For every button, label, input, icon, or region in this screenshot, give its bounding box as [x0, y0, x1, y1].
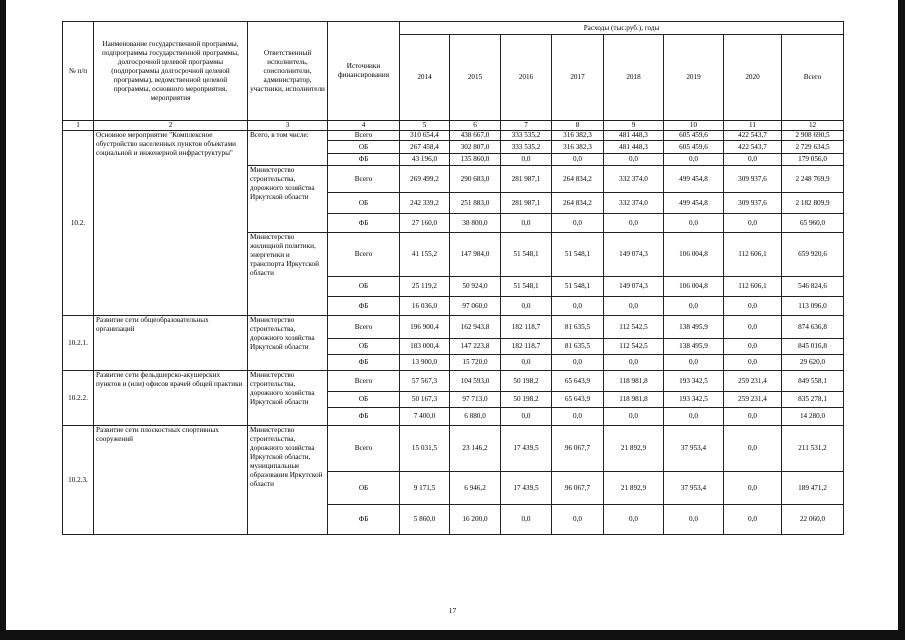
budget-table-body — [63, 22, 844, 535]
year-value: 38 800,0 — [450, 214, 501, 233]
funding-source: Всего — [328, 426, 400, 472]
funding-source: ОБ — [328, 472, 400, 505]
year-value: 193 342,5 — [664, 392, 724, 408]
year-value: 17 439,5 — [501, 472, 552, 505]
year-value: 0,0 — [664, 154, 724, 166]
funding-source: ФБ — [328, 505, 400, 535]
header-year: 2016 — [501, 35, 552, 121]
responsible-executor: Министерство жилищной политики, энергетики и транспорта Иркутской области — [248, 233, 328, 316]
page-number: 17 — [448, 606, 457, 615]
year-value: 0,0 — [664, 408, 724, 426]
year-value: 50 198,2 — [501, 392, 552, 408]
year-value: 97 713,0 — [450, 392, 501, 408]
year-value: 309 937,6 — [724, 193, 782, 214]
total-value: 29 620,0 — [782, 355, 844, 371]
funding-source: ОБ — [328, 277, 400, 297]
year-value: 6 946,2 — [450, 472, 501, 505]
year-value: 37 953,4 — [664, 472, 724, 505]
year-value: 96 067,7 — [552, 472, 604, 505]
measure-name: Развитие сети общеобразовательных организаций — [94, 316, 248, 371]
year-value: 290 683,0 — [450, 166, 501, 193]
year-value: 41 155,2 — [400, 233, 450, 277]
year-value: 57 567,3 — [400, 371, 450, 392]
year-value: 267 458,4 — [400, 141, 450, 154]
total-value: 179 056,0 — [782, 154, 844, 166]
year-value: 25 119,2 — [400, 277, 450, 297]
funding-source: ФБ — [328, 214, 400, 233]
funding-source: Всего — [328, 166, 400, 193]
year-value: 481 448,3 — [604, 131, 664, 141]
year-value: 27 160,0 — [400, 214, 450, 233]
year-value: 309 937,6 — [724, 166, 782, 193]
year-value: 183 000,4 — [400, 339, 450, 355]
year-value: 422 543,7 — [724, 131, 782, 141]
header-year: 2020 — [724, 35, 782, 121]
year-value: 0,0 — [552, 355, 604, 371]
year-value: 21 892,9 — [604, 472, 664, 505]
year-value: 112 542,5 — [604, 339, 664, 355]
year-value: 259 231,4 — [724, 392, 782, 408]
funding-source: ФБ — [328, 297, 400, 316]
year-value: 51 548,1 — [501, 277, 552, 297]
year-value: 97 060,0 — [450, 297, 501, 316]
year-value: 149 074,3 — [604, 233, 664, 277]
year-value: 50 198,2 — [501, 371, 552, 392]
total-value: 849 558,1 — [782, 371, 844, 392]
year-value: 65 643,9 — [552, 371, 604, 392]
year-value: 0,0 — [552, 505, 604, 535]
column-number: 9 — [604, 121, 664, 131]
year-value: 43 196,0 — [400, 154, 450, 166]
funding-source: ОБ — [328, 193, 400, 214]
year-value: 13 900,0 — [400, 355, 450, 371]
year-value: 0,0 — [552, 297, 604, 316]
year-value: 438 667,0 — [450, 131, 501, 141]
header-row-1 — [63, 22, 844, 35]
year-value: 316 382,3 — [552, 131, 604, 141]
funding-source: Всего — [328, 233, 400, 277]
row-number: 10.2.3. — [63, 426, 94, 535]
header-total: Всего — [782, 35, 844, 121]
year-value: 81 635,5 — [552, 339, 604, 355]
year-value: 23 146,2 — [450, 426, 501, 472]
year-value: 310 654,4 — [400, 131, 450, 141]
year-value: 0,0 — [664, 505, 724, 535]
year-value: 17 439,5 — [501, 426, 552, 472]
header-year: 2014 — [400, 35, 450, 121]
year-value: 0,0 — [604, 214, 664, 233]
header-expenses: Расходы (тыс.руб.), годы — [400, 22, 844, 35]
year-value: 302 807,0 — [450, 141, 501, 154]
year-value: 0,0 — [724, 472, 782, 505]
table-row — [63, 131, 844, 141]
year-value: 605 459,6 — [664, 141, 724, 154]
year-value: 0,0 — [501, 355, 552, 371]
year-value: 9 171,5 — [400, 472, 450, 505]
total-value: 14 280,0 — [782, 408, 844, 426]
year-value: 112 542,5 — [604, 316, 664, 339]
year-value: 0,0 — [604, 154, 664, 166]
year-value: 499 454,8 — [664, 166, 724, 193]
year-value: 0,0 — [604, 505, 664, 535]
year-value: 251 883,0 — [450, 193, 501, 214]
total-value: 2 248 769,9 — [782, 166, 844, 193]
year-value: 0,0 — [552, 408, 604, 426]
year-value: 138 495,9 — [664, 339, 724, 355]
measure-name: Развитие сети фельдшерско-акушерских пунктов и (или) офисов врачей общей практики — [94, 371, 248, 426]
responsible-executor: Всего, в том числе: — [248, 131, 328, 166]
table-row — [63, 316, 844, 339]
budget-table — [62, 21, 844, 535]
total-value: 22 060,0 — [782, 505, 844, 535]
total-value: 2 908 690,5 — [782, 131, 844, 141]
funding-source: Всего — [328, 316, 400, 339]
year-value: 118 981,8 — [604, 371, 664, 392]
total-value: 2 182 809,9 — [782, 193, 844, 214]
year-value: 16 200,0 — [450, 505, 501, 535]
total-value: 546 824,6 — [782, 277, 844, 297]
table-row — [63, 371, 844, 392]
year-value: 333 535,2 — [501, 131, 552, 141]
year-value: 0,0 — [664, 297, 724, 316]
year-value: 147 223,8 — [450, 339, 501, 355]
year-value: 0,0 — [724, 339, 782, 355]
year-value: 0,0 — [724, 214, 782, 233]
year-value: 264 834,2 — [552, 193, 604, 214]
year-value: 149 074,3 — [604, 277, 664, 297]
year-value: 316 382,3 — [552, 141, 604, 154]
total-value: 2 729 634,5 — [782, 141, 844, 154]
year-value: 422 543,7 — [724, 141, 782, 154]
header-year: 2019 — [664, 35, 724, 121]
year-value: 65 643,9 — [552, 392, 604, 408]
year-value: 0,0 — [724, 154, 782, 166]
year-value: 15 031,5 — [400, 426, 450, 472]
year-value: 196 900,4 — [400, 316, 450, 339]
year-value: 0,0 — [552, 154, 604, 166]
responsible-executor: Министерство строительства, дорожного хозяйства Иркутской области — [248, 166, 328, 233]
year-value: 147 984,0 — [450, 233, 501, 277]
header-year: 2015 — [450, 35, 501, 121]
column-number: 6 — [450, 121, 501, 131]
year-value: 112 606,1 — [724, 277, 782, 297]
year-value: 15 720,0 — [450, 355, 501, 371]
total-value: 659 920,6 — [782, 233, 844, 277]
funding-source: Всего — [328, 131, 400, 141]
total-value: 65 960,0 — [782, 214, 844, 233]
table-row — [63, 426, 844, 472]
total-value: 113 096,0 — [782, 297, 844, 316]
year-value: 0,0 — [664, 214, 724, 233]
column-number-row — [63, 121, 844, 131]
total-value: 211 531,2 — [782, 426, 844, 472]
year-value: 0,0 — [664, 355, 724, 371]
year-value: 264 834,2 — [552, 166, 604, 193]
year-value: 0,0 — [501, 214, 552, 233]
year-value: 106 004,8 — [664, 233, 724, 277]
total-value: 874 636,8 — [782, 316, 844, 339]
funding-source: ОБ — [328, 141, 400, 154]
year-value: 0,0 — [724, 355, 782, 371]
column-number: 10 — [664, 121, 724, 131]
year-value: 281 987,1 — [501, 193, 552, 214]
year-value: 0,0 — [724, 426, 782, 472]
column-number: 11 — [724, 121, 782, 131]
column-number: 5 — [400, 121, 450, 131]
funding-source: ОБ — [328, 339, 400, 355]
year-value: 333 535,2 — [501, 141, 552, 154]
column-number: 4 — [328, 121, 400, 131]
year-value: 106 004,8 — [664, 277, 724, 297]
responsible-executor: Министерство строительства, дорожного хозяйства Иркутской области — [248, 371, 328, 426]
funding-source: Всего — [328, 371, 400, 392]
header-name: Наименование государственной программы, подпрограммы государственной программы, долгосрочной целевой программы (подпрограммы долгосрочной целевой программы), ведомственной целевой программы, основного мероприятия, мероприятия — [94, 22, 248, 121]
year-value: 51 548,1 — [552, 277, 604, 297]
year-value: 499 454,8 — [664, 193, 724, 214]
year-value: 104 593,0 — [450, 371, 501, 392]
year-value: 37 953,4 — [664, 426, 724, 472]
funding-source: ФБ — [328, 355, 400, 371]
year-value: 0,0 — [724, 408, 782, 426]
row-number: 10.2.2. — [63, 371, 94, 426]
year-value: 51 548,1 — [501, 233, 552, 277]
column-number: 1 — [63, 121, 94, 131]
year-value: 138 495,9 — [664, 316, 724, 339]
year-value: 0,0 — [501, 408, 552, 426]
total-value: 845 016,8 — [782, 339, 844, 355]
row-number: 10.2. — [63, 131, 94, 316]
header-source: Источники финансирования — [328, 22, 400, 121]
header-responsible: Ответственный исполнитель, соисполнители, администратор, участники, исполнители — [248, 22, 328, 121]
total-value: 835 278,1 — [782, 392, 844, 408]
year-value: 182 118,7 — [501, 339, 552, 355]
year-value: 81 635,5 — [552, 316, 604, 339]
year-value: 0,0 — [552, 214, 604, 233]
year-value: 7 400,0 — [400, 408, 450, 426]
column-number: 2 — [94, 121, 248, 131]
funding-source: ФБ — [328, 154, 400, 166]
year-value: 135 860,0 — [450, 154, 501, 166]
row-number: 10.2.1. — [63, 316, 94, 371]
year-value: 281 987,1 — [501, 166, 552, 193]
year-value: 269 499,2 — [400, 166, 450, 193]
header-year: 2017 — [552, 35, 604, 121]
year-value: 0,0 — [501, 154, 552, 166]
measure-name: Развитие сети плоскостных спортивных сооружений — [94, 426, 248, 535]
year-value: 112 606,1 — [724, 233, 782, 277]
year-value: 182 118,7 — [501, 316, 552, 339]
column-number: 3 — [248, 121, 328, 131]
responsible-executor: Министерство строительства, дорожного хозяйства Иркутской области — [248, 316, 328, 371]
total-value: 189 471,2 — [782, 472, 844, 505]
year-value: 605 459,6 — [664, 131, 724, 141]
measure-name: Основное мероприятие "Комплексное обустройство населенных пунктов объектами социальной и инженерной инфраструктуры" — [94, 131, 248, 316]
year-value: 96 067,7 — [552, 426, 604, 472]
funding-source: ОБ — [328, 392, 400, 408]
column-number: 8 — [552, 121, 604, 131]
year-value: 0,0 — [501, 505, 552, 535]
header-year: 2018 — [604, 35, 664, 121]
year-value: 118 981,8 — [604, 392, 664, 408]
year-value: 0,0 — [604, 408, 664, 426]
year-value: 0,0 — [604, 355, 664, 371]
column-number: 12 — [782, 121, 844, 131]
year-value: 193 342,5 — [664, 371, 724, 392]
year-value: 242 339,2 — [400, 193, 450, 214]
year-value: 332 374,0 — [604, 193, 664, 214]
year-value: 0,0 — [724, 505, 782, 535]
responsible-executor: Министерство строительства, дорожного хозяйства Иркутской области, муниципальные образования Иркутской области — [248, 426, 328, 535]
year-value: 51 548,1 — [552, 233, 604, 277]
year-value: 16 036,0 — [400, 297, 450, 316]
header-num: № п/п — [63, 22, 94, 121]
year-value: 0,0 — [724, 297, 782, 316]
year-value: 50 924,0 — [450, 277, 501, 297]
year-value: 259 231,4 — [724, 371, 782, 392]
year-value: 5 860,0 — [400, 505, 450, 535]
year-value: 162 943,8 — [450, 316, 501, 339]
year-value: 0,0 — [604, 297, 664, 316]
year-value: 6 880,0 — [450, 408, 501, 426]
year-value: 481 448,3 — [604, 141, 664, 154]
funding-source: ФБ — [328, 408, 400, 426]
year-value: 21 892,9 — [604, 426, 664, 472]
year-value: 0,0 — [501, 297, 552, 316]
year-value: 0,0 — [724, 316, 782, 339]
year-value: 332 374,0 — [604, 166, 664, 193]
year-value: 50 167,3 — [400, 392, 450, 408]
column-number: 7 — [501, 121, 552, 131]
